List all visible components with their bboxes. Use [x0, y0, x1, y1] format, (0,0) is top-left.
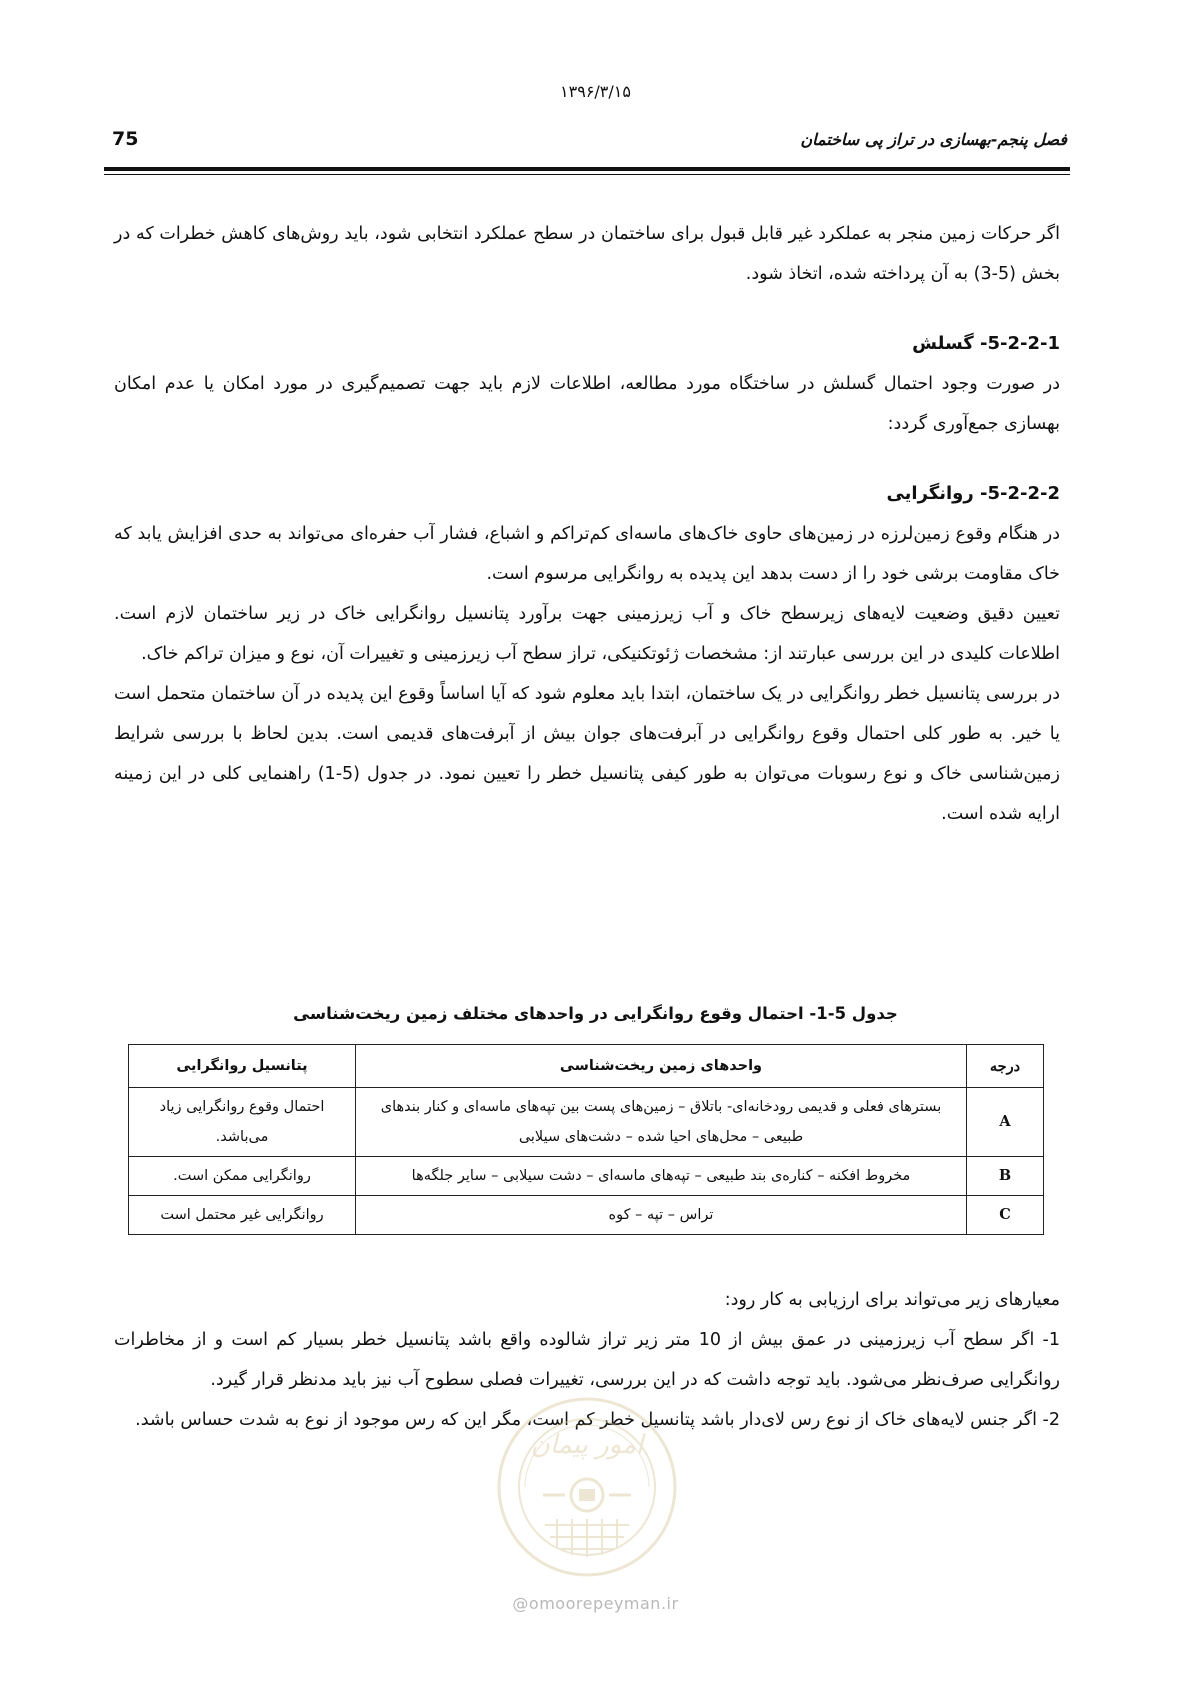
liquefaction-paragraph: در هنگام وقوع زمین‌لرزه در زمین‌های حاوی خاک‌های ماسه‌ای کم‌تراکم و اشباع، فشار آب حفره‌ای می‌تواند به حدی افزایش یابد که خاک مقاومت برشی خود را از دست بدهد این پدیده به روانگرایی مرسوم است. — [114, 524, 1060, 584]
intro-paragraph: اگر حرکات زمین منجر به عملکرد غیر قابل قبول برای ساختمان در سطح عملکرد انتخابی شود، باید روش‌های کاهش خطرات که در بخش (5-3) به آن پرداخته شده، اتخاذ شود. — [114, 224, 1060, 284]
criteria-intro: معیارهای زیر می‌تواند برای ارزیابی به کار رود: — [724, 1290, 1060, 1310]
column-header-grade: درجه — [967, 1045, 1044, 1088]
document-date: ۱۳۹۶/۳/۱۵ — [560, 82, 631, 101]
cell-units: بسترهای فعلی و قدیمی رودخانه‌ای- باتلاق – زمین‌های پست بین تپه‌های ماسه‌ای و کنار بندهای طبیعی – محل‌های احیا شده – دشت‌های سیلابی — [356, 1088, 967, 1157]
table-header-row — [129, 1045, 1044, 1088]
fault-paragraph: در صورت وجود احتمال گسلش در ساختگاه مورد مطالعه، اطلاعات لازم باید جهت تصمیم‌گیری در مورد امکان یا عدم امکان بهسازی جمع‌آوری گردد: — [114, 374, 1060, 434]
table-row — [129, 1157, 1044, 1196]
header-divider-thin — [104, 174, 1070, 175]
column-header-units: واحدهای زمین ریخت‌شناسی — [356, 1045, 967, 1088]
page-number: 75 — [112, 128, 139, 150]
main-content — [114, 214, 1060, 834]
section-heading-liquefaction: 5-2-2-2- روانگرایی — [886, 483, 1060, 504]
cell-units: تراس – تپه – کوه — [356, 1196, 967, 1235]
cell-potential: احتمال وقوع روانگرایی زیاد می‌باشد. — [129, 1088, 356, 1157]
watermark-url: @omoorepeyman.ir — [512, 1594, 679, 1613]
cell-units: مخروط افکنه – کناره‌ی بند طبیعی – تپه‌های ماسه‌ای – دشت سیلابی – سایر جلگه‌ها — [356, 1157, 967, 1196]
liquefaction-paragraph: تعیین دقیق وضعیت لایه‌های زیرسطح خاک و آب زیرزمینی جهت برآورد پتانسیل روانگرایی خاک در زیر ساختمان لازم است. اطلاعات کلیدی در این بررسی عبارتند از: مشخصات ژئوتکنیکی، تراز سطح آب زیرزمینی و تغییرات آن، نوع و میزان تراکم خاک. — [114, 604, 1060, 664]
chapter-title: فصل پنجم-بهسازی در تراز پی ساختمان — [800, 130, 1067, 149]
svg-text:امور پیمان: امور پیمان — [530, 1430, 644, 1460]
watermark-seal-logo — [495, 1395, 680, 1580]
column-header-potential: پتانسیل روانگرایی — [129, 1045, 356, 1088]
table-row — [129, 1088, 1044, 1157]
cell-potential: روانگرایی ممکن است. — [129, 1157, 356, 1196]
criteria-item: 2- اگر جنس لایه‌های خاک از نوع رس لای‌دار باشد پتانسیل خطر کم است، مگر این که رس موجود از نوع به شدت حساس باشد. — [135, 1410, 1060, 1430]
liquefaction-paragraph: در بررسی پتانسیل خطر روانگرایی در یک ساختمان، ابتدا باید معلوم شود که آیا اساساً وقوع این پدیده در آن ساختمان متحمل است یا خیر. به طور کلی احتمال وقوع روانگرایی در آبرفت‌های جوان بیش از آبرفت‌های قدیمی است. بدین لحاظ با بررسی شرایط زمین‌شناسی خاک و نوع رسوبات می‌توان به طور کیفی پتانسیل خطر را تعیین نمود. در جدول (5-1) راهنمایی کلی در این زمینه ارایه شده است. — [114, 684, 1060, 824]
table-row — [129, 1196, 1044, 1235]
cell-grade: C — [967, 1196, 1044, 1235]
cell-grade: B — [967, 1157, 1044, 1196]
header-divider-thick — [104, 167, 1070, 171]
table-caption: جدول 5-1- احتمال وقوع روانگرایی در واحدهای مختلف زمین ریخت‌شناسی — [293, 1004, 898, 1023]
cell-grade: A — [967, 1088, 1044, 1157]
section-heading-fault: 5-2-2-1- گسلش — [912, 333, 1060, 354]
criteria-item: 1- اگر سطح آب زیرزمینی در عمق بیش از 10 متر زیر تراز شالوده واقع باشد پتانسیل خطر بسیار کم است و از مخاطرات روانگرایی صرف‌نظر می‌شود. باید توجه داشت که در این بررسی، تغییرات فصلی سطوح آب نیز باید مدنظر قرار گیرد. — [114, 1330, 1060, 1390]
cell-potential: روانگرایی غیر محتمل است — [129, 1196, 356, 1235]
liquefaction-table — [128, 1044, 1044, 1235]
